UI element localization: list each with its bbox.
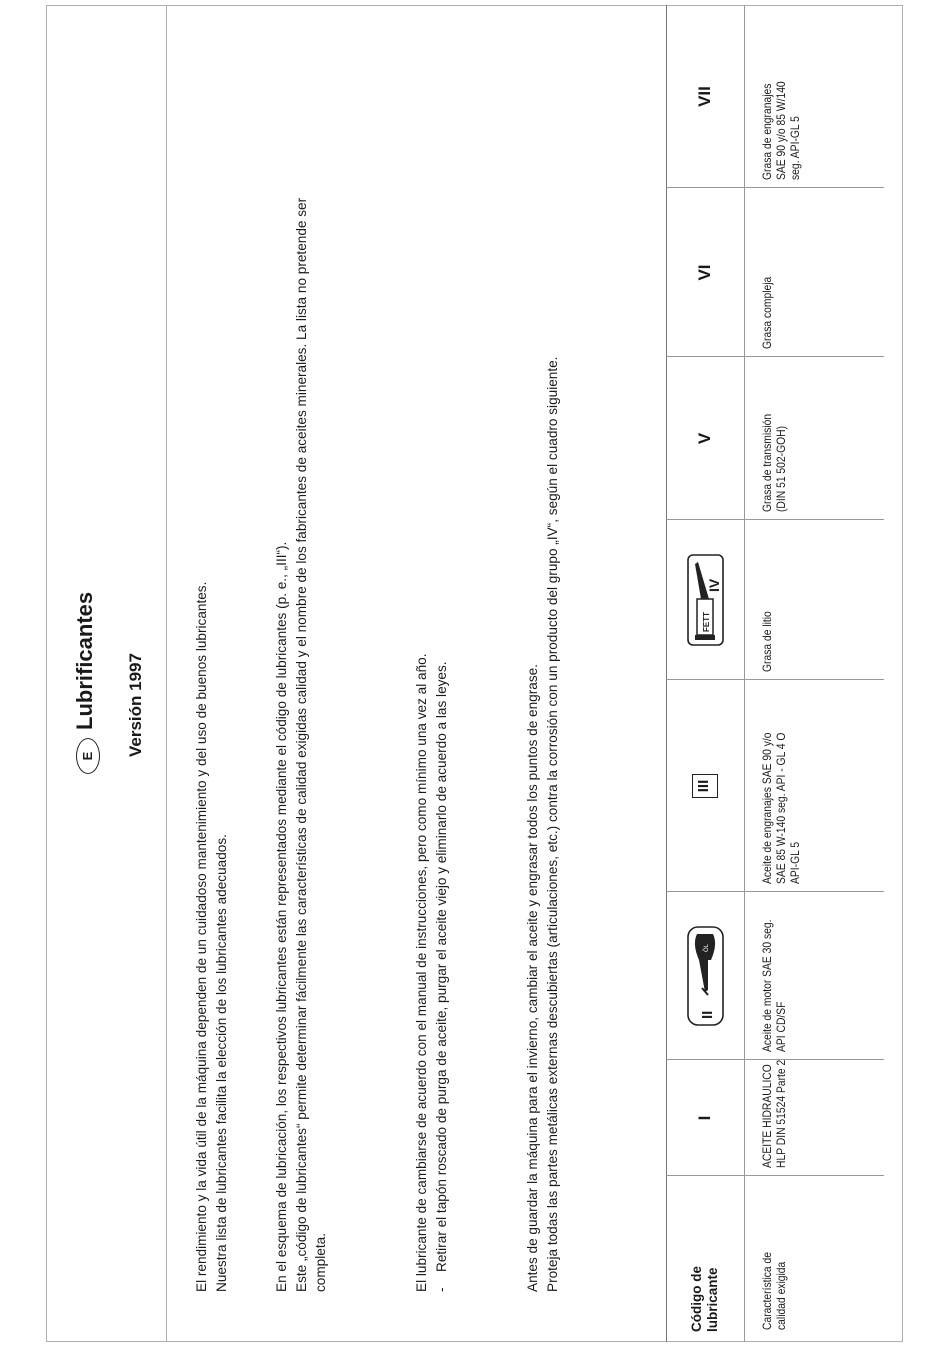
- code-header-VII: [666, 5, 744, 188]
- grease-gun-code: IV: [706, 578, 722, 592]
- cell-line: Grasa compleja: [760, 276, 774, 349]
- paragraph-line: El rendimiento y la vida útil de la máquina dependen de un cuidadoso mantenimiento y del uso de buenos lubricantes.: [194, 581, 209, 1292]
- grease-gun-label: FETT: [702, 612, 711, 632]
- code-numeral: I: [695, 1115, 714, 1121]
- cell-line: Grasa de engranajes: [760, 83, 774, 180]
- page-title: Lubrificantes: [72, 591, 97, 730]
- paragraph-line: Antes de guardar la máquina para el invierno, cambiar el aceite y engrasar todos los puntos de engrase.: [525, 664, 540, 1292]
- paragraph-line: Proteja todas las partes metálicas externas descubiertas (articulaciones, etc.) contra la corrosión con un producto del grupo „IV“, según el cuadro siguiente.: [544, 356, 560, 1292]
- cell-line: Grasa de transmisión: [760, 413, 774, 512]
- cell-line: SAE 90 y/o 85 W/140: [774, 81, 788, 180]
- svg-text:ÖL: ÖL: [704, 943, 710, 952]
- table-header-code-label: [666, 1184, 744, 1332]
- cell-line: ACEITE HIDRAULICO: [760, 1064, 774, 1168]
- oil-can-icon: [684, 926, 726, 1026]
- row-label-line: Característica de: [760, 1251, 774, 1330]
- table-header-divider: [744, 5, 745, 1342]
- row-label-line: calidad exigida: [774, 1261, 788, 1330]
- code-header-IV: [666, 520, 744, 680]
- code-numeral: VI: [695, 264, 714, 281]
- code-header-V: [666, 357, 744, 520]
- code-header-III: [666, 680, 744, 892]
- list-item-text: Retirar el tapón roscado de purga de aceite, purgar el aceite viejo y eliminarlo de acuerdo a las leyes.: [433, 661, 449, 1272]
- quality-cell-VII: [760, 81, 802, 180]
- paragraph-line: En el esquema de lubricación, los respectivos lubricantes están representados mediante el código de lubricantes (p. e., „III“).: [274, 541, 289, 1292]
- paragraph-line: El lubricante de cambiarse de acuerdo con el manual de instrucciones, pero como mínimo una vez al año.: [414, 653, 429, 1292]
- quality-cell-VI: [760, 277, 774, 349]
- quality-cell-V: [760, 414, 788, 512]
- cell-line: API CD/SF: [774, 1001, 788, 1052]
- rotated-page-content: [46, 5, 903, 1342]
- paragraph-line: completa.: [313, 1233, 328, 1292]
- paragraph-lubrication-code: [272, 198, 331, 1292]
- cell-line: SAE 85 W-140 seg. API - GL 4 O: [774, 732, 788, 884]
- code-numeral: VII: [695, 86, 714, 107]
- cell-line: API-GL 5: [788, 841, 802, 884]
- grease-gun-icon: [684, 554, 726, 646]
- code-header-II: [666, 892, 744, 1060]
- header-label-line: lubricante: [705, 1267, 720, 1332]
- cell-line: Aceite de motor SAE 30 seg.: [760, 919, 774, 1052]
- table-row-label-quality: [760, 1252, 788, 1330]
- paragraph-intro: [192, 582, 231, 1292]
- version-subtitle: Versión 1997: [126, 653, 145, 757]
- oil-can-code: II: [699, 1010, 716, 1019]
- paragraph-oil-change: [412, 653, 451, 1292]
- header-label-line: Código de: [689, 1266, 704, 1332]
- cell-line: HLP DIN 51524 Parte 2: [774, 1059, 788, 1168]
- cell-line: Grasa de litio: [760, 611, 774, 672]
- lubricant-table: [666, 5, 903, 1342]
- code-header-I: [666, 1060, 744, 1176]
- language-badge: E: [76, 738, 100, 774]
- quality-cell-II: [760, 919, 788, 1052]
- gear-oil-box-icon: III: [692, 774, 718, 798]
- quality-cell-III: [760, 733, 802, 884]
- paragraph-winter-storage: [523, 357, 562, 1292]
- code-header-VI: [666, 188, 744, 357]
- list-item: [432, 653, 452, 1292]
- quality-cell-IV: [760, 611, 774, 672]
- cell-line: Aceite de engranajes SAE 90 y/o: [760, 732, 774, 884]
- quality-cell-I: [760, 1060, 788, 1168]
- cell-line: (DIN 51 502-GOH): [774, 425, 788, 512]
- paragraph-line: Nuestra lista de lubricantes facilita la elección de los lubricantes adecuados.: [213, 834, 229, 1292]
- list-dash: -: [433, 1287, 449, 1292]
- paragraph-line: Este „código de lubricantes“ permite determinar fácilmente las características de calidad exigidas calidad y el nombre de los fabricantes de aceites minerales. La lista no pretende ser: [293, 197, 309, 1292]
- cell-line: seg. API-GL 5: [788, 116, 802, 180]
- code-numeral: V: [695, 432, 714, 445]
